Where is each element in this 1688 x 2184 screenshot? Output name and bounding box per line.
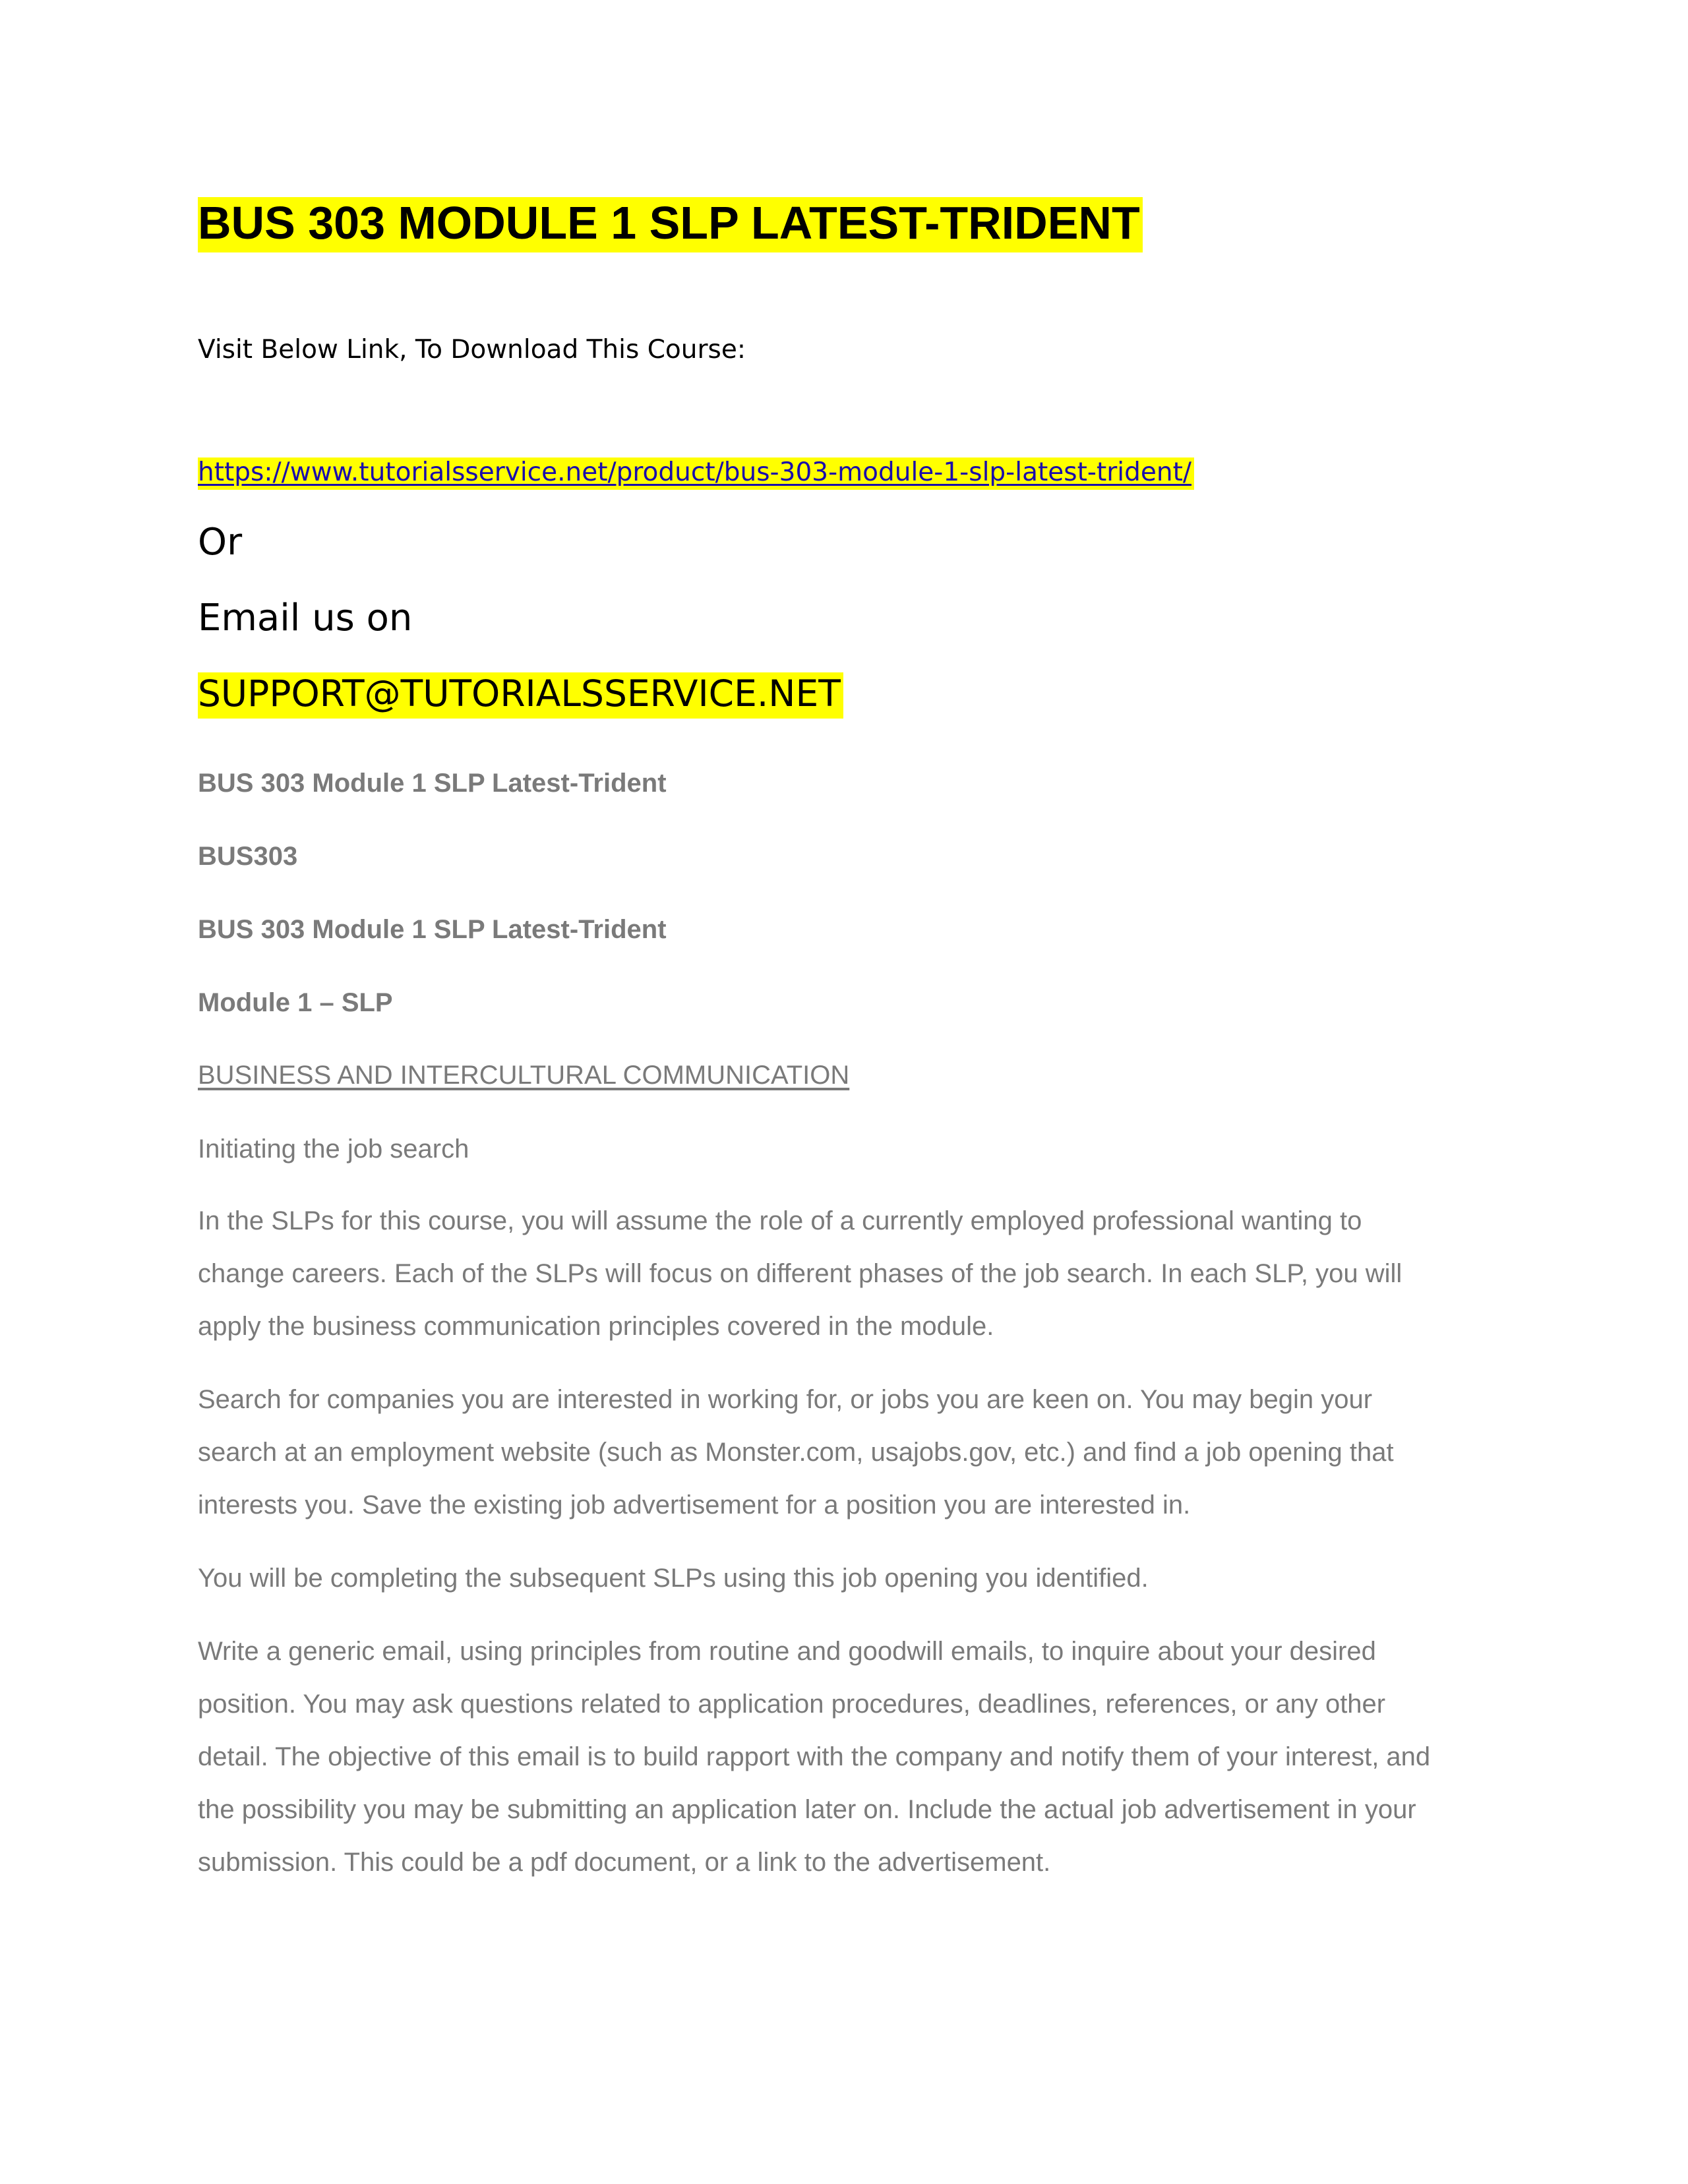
- paragraph-line: Search for companies you are interested in working for, or jobs you are keen on. You may begin your: [198, 1385, 1373, 1414]
- download-link[interactable]: [198, 454, 1194, 492]
- paragraph-line: change careers. Each of the SLPs will focus on different phases of the job search. In each SLP, you will: [198, 1259, 1402, 1288]
- paragraph-line: search at an employment website (such as Monster.com, usajobs.gov, etc.) and find a job opening that: [198, 1438, 1394, 1467]
- paragraph-1: [198, 1195, 1490, 1353]
- paragraph-4: [198, 1625, 1490, 1889]
- email-us-text: Email us on: [198, 597, 413, 639]
- or-text: Or: [198, 521, 243, 564]
- paragraph-line: interests you. Save the existing job advertisement for a position you are interested in.: [198, 1490, 1191, 1520]
- paragraph-line: detail. The objective of this email is to build rapport with the company and notify them of your interest, and: [198, 1742, 1431, 1771]
- course-title-2: BUS 303 Module 1 SLP Latest-Trident: [198, 915, 667, 944]
- paragraph-line: You will be completing the subsequent SLPs using this job opening you identified.: [198, 1564, 1149, 1593]
- paragraph-line: apply the business communication principles covered in the module.: [198, 1312, 994, 1341]
- paragraph-2: [198, 1373, 1490, 1531]
- visit-instruction: Visit Below Link, To Download This Course:: [198, 335, 746, 365]
- title-highlight: BUS 303 MODULE 1 SLP LATEST-TRIDENT: [198, 197, 1143, 252]
- page-title: [198, 191, 1143, 254]
- support-email[interactable]: [198, 668, 843, 719]
- course-code: BUS303: [198, 842, 298, 871]
- paragraph-line: In the SLPs for this course, you will assume the role of a currently employed professional wanting to: [198, 1206, 1362, 1235]
- paragraph-line: the possibility you may be submitting an application later on. Include the actual job advertisement in your: [198, 1795, 1416, 1824]
- section-subtitle: Initiating the job search: [198, 1135, 469, 1164]
- module-label: Module 1 – SLP: [198, 988, 393, 1017]
- download-link-text[interactable]: https://www.tutorialsservice.net/product/bus-303-module-1-slp-latest-trident/: [198, 457, 1194, 490]
- paragraph-line: position. You may ask questions related to application procedures, deadlines, references, or any other: [198, 1690, 1386, 1719]
- support-email-text[interactable]: SUPPORT@TUTORIALSSERVICE.NET: [198, 672, 843, 719]
- paragraph-line: submission. This could be a pdf document, or a link to the advertisement.: [198, 1848, 1051, 1877]
- course-title-1: BUS 303 Module 1 SLP Latest-Trident: [198, 769, 667, 798]
- section-title: BUSINESS AND INTERCULTURAL COMMUNICATION: [198, 1061, 850, 1090]
- paragraph-3: [198, 1552, 1490, 1605]
- paragraph-line: Write a generic email, using principles from routine and goodwill emails, to inquire about your desired: [198, 1637, 1376, 1666]
